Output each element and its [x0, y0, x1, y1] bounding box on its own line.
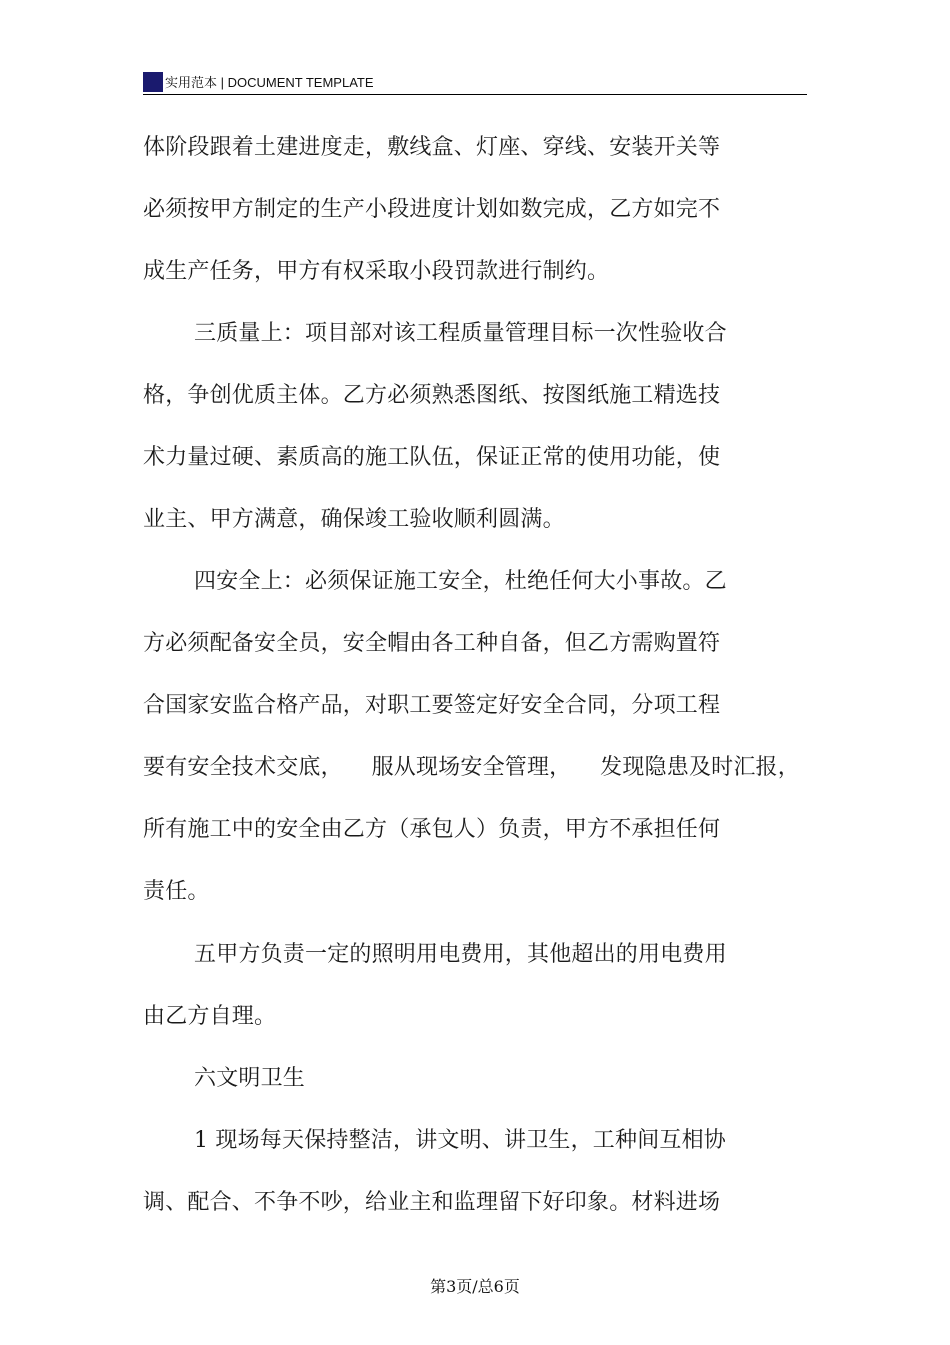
body-line: 调、配合、不争不吵，给业主和监理留下好印象。材料进场	[143, 1190, 721, 1215]
body-line: 必须按甲方制定的生产小段进度计划如数完成，乙方如完不	[143, 197, 721, 222]
body-line: 术力量过硬、素质高的施工队伍，保证正常的使用功能，使	[143, 445, 721, 470]
section-heading: 六文明卫生	[194, 1066, 306, 1091]
page-number-footer: 第3页/总6页	[430, 1277, 520, 1296]
body-line: 责任。	[143, 879, 210, 904]
header-logo-square	[143, 72, 163, 92]
body-line: 体阶段跟着土建进度走，敷线盒、灯座、穿线、安装开关等	[143, 135, 721, 160]
body-line: 所有施工中的安全由乙方（承包人）负责，甲方不承担任何	[143, 817, 721, 842]
body-line: 三质量上：项目部对该工程质量管理目标一次性验收合	[194, 321, 727, 346]
body-line: 合国家安监合格产品，对职工要签定好安全合同，分项工程	[143, 693, 721, 718]
body-line: 四安全上：必须保证施工安全，杜绝任何大小事故。乙	[194, 569, 727, 594]
body-line: 方必须配备安全员，安全帽由各工种自备，但乙方需购置符	[143, 631, 721, 656]
body-line: 成生产任务，甲方有权采取小段罚款进行制约。	[143, 259, 610, 284]
body-line: 业主、甲方满意，确保竣工验收顺利圆满。	[143, 507, 565, 532]
body-line: 要有安全技术交底， 服从现场安全管理， 发现隐患及时汇报，	[143, 755, 800, 780]
body-line: 格，争创优质主体。乙方必须熟悉图纸、按图纸施工精选技	[143, 383, 721, 408]
body-line: 五甲方负责一定的照明用电费用，其他超出的用电费用	[194, 942, 727, 967]
page-header	[143, 70, 807, 95]
body-line: 由乙方自理。	[143, 1004, 277, 1029]
header-text: 实用范本 | DOCUMENT TEMPLATE	[165, 75, 374, 90]
body-line: 1 现场每天保持整洁，讲文明、讲卫生，工种间互相协	[194, 1128, 726, 1153]
